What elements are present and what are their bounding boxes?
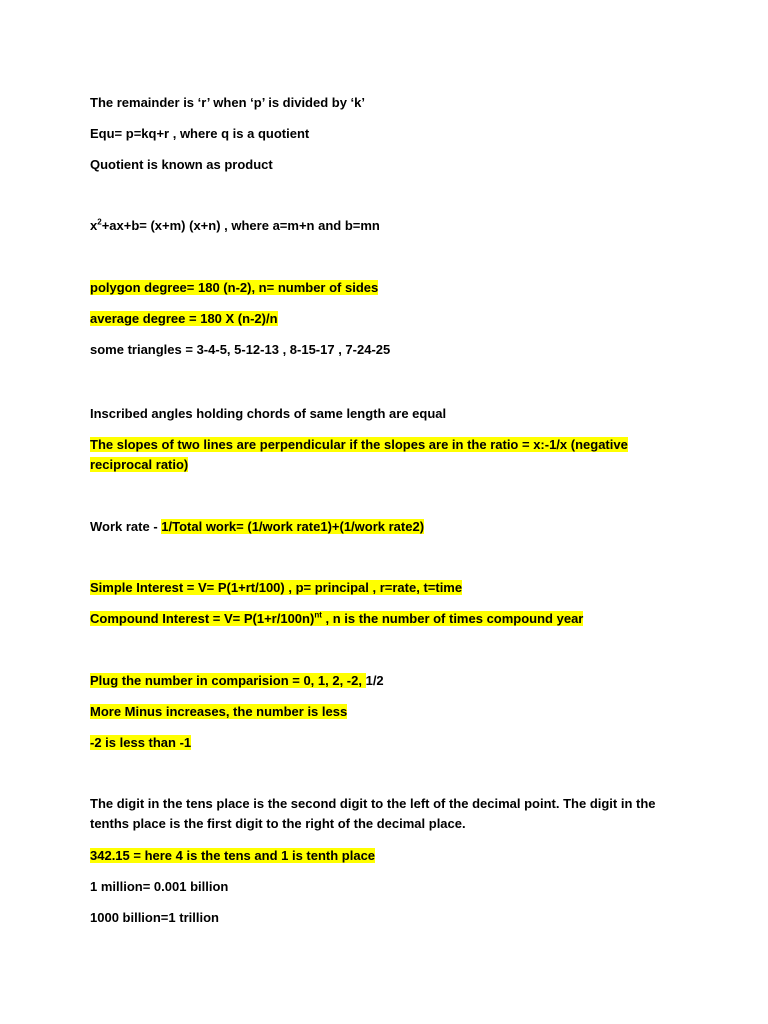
slopes-line-1 xyxy=(90,435,628,455)
equation-text: Equ= p=kq+r , where q is a quotient xyxy=(90,126,310,141)
work-rate-formula: 1/Total work= (1/work rate1)+(1/work rate2) xyxy=(161,519,425,534)
slopes-line-2 xyxy=(90,455,188,475)
average-line xyxy=(90,309,278,329)
compound-description: , n is the number of times compound year xyxy=(321,611,584,626)
work-rate-line xyxy=(90,517,424,537)
equation-line xyxy=(90,124,309,144)
example-text: 342.15 = here 4 is the tens and 1 is tenth place xyxy=(90,848,376,863)
compound-interest-text xyxy=(90,611,583,626)
trillion-text: 1000 billion=1 trillion xyxy=(90,910,219,925)
compound-formula: Compound Interest = V= P(1+r/100n) xyxy=(90,611,315,626)
million-text: 1 million= 0.001 billion xyxy=(90,879,229,894)
simple-interest-line xyxy=(90,578,462,598)
quadratic-rest: +ax+b= (x+m) (x+n) , where a=m+n and b=mn xyxy=(101,218,380,233)
remainder-text: The remainder is ‘r’ when ‘p’ is divided by ‘k’ xyxy=(90,95,366,110)
million-line xyxy=(90,877,228,897)
negative-two-line xyxy=(90,733,191,753)
plug-line xyxy=(90,671,384,691)
trillion-line xyxy=(90,908,219,928)
compound-interest-line xyxy=(90,609,583,629)
slopes-text-1: The slopes of two lines are perpendicular if the slopes are in the ratio = x:-1/x (negative xyxy=(90,437,628,452)
triangles-text: some triangles = 3-4-5, 5-12-13 , 8-15-17 , 7-24-25 xyxy=(90,342,391,357)
plug-text-highlighted: Plug the number in comparision = 0, 1, 2, -2, xyxy=(90,673,366,688)
compound-exponent: nt xyxy=(314,610,322,620)
quadratic-line xyxy=(90,216,380,236)
quotient-text: Quotient is known as product xyxy=(90,157,273,172)
inscribed-text: Inscribed angles holding chords of same length are equal xyxy=(90,406,447,421)
inscribed-line xyxy=(90,404,446,424)
digit-paragraph xyxy=(90,794,680,834)
quotient-line xyxy=(90,155,273,175)
triangles-line xyxy=(90,340,390,360)
work-rate-label: Work rate - xyxy=(90,519,162,534)
more-minus-line xyxy=(90,702,347,722)
quadratic-exponent: 2 xyxy=(97,217,102,227)
simple-interest-text: Simple Interest = V= P(1+rt/100) , p= principal , r=rate, t=time xyxy=(90,580,463,595)
more-minus-text: More Minus increases, the number is less xyxy=(90,704,348,719)
quadratic-base: x xyxy=(90,218,98,233)
example-line xyxy=(90,846,375,866)
polygon-line xyxy=(90,278,378,298)
digit-text: The digit in the tens place is the second digit to the left of the decimal point. The digit in the tenths place is the first digit to the right of the decimal place. xyxy=(90,796,656,831)
plug-text-rest: 1/2 xyxy=(365,673,384,688)
slopes-text-2: reciprocal ratio) xyxy=(90,457,189,472)
remainder-line xyxy=(90,93,365,113)
polygon-text: polygon degree= 180 (n-2), n= number of sides xyxy=(90,280,379,295)
average-text: average degree = 180 X (n-2)/n xyxy=(90,311,278,326)
negative-two-text: -2 is less than -1 xyxy=(90,735,192,750)
